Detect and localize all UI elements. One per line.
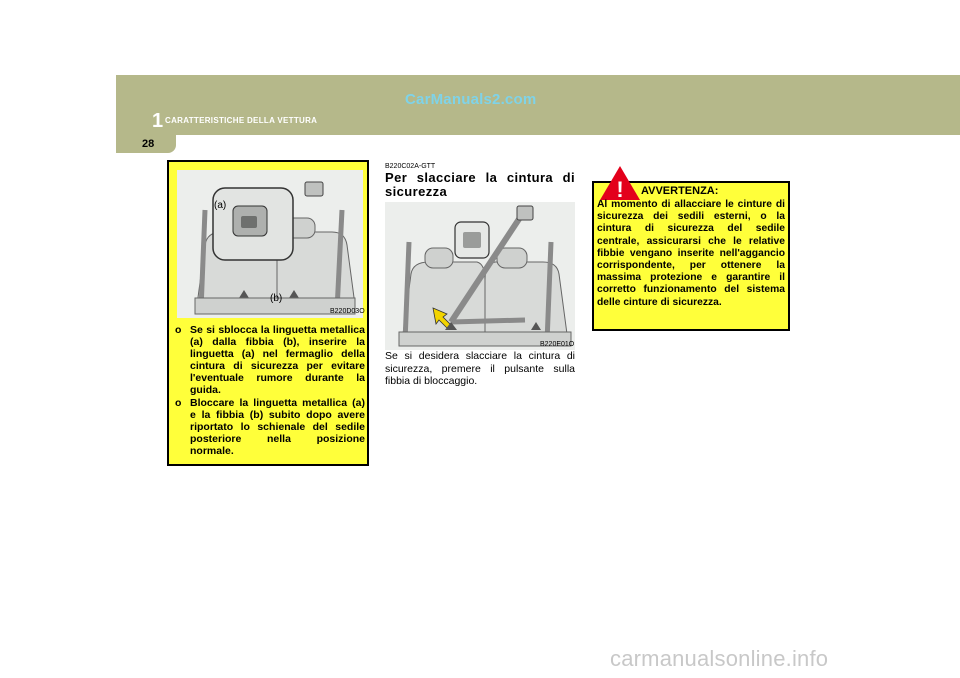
seat-belt-buckle-icon	[385, 202, 575, 350]
header-band	[116, 75, 960, 135]
warning-title: AVVERTENZA:	[641, 185, 719, 197]
watermark-link[interactable]: CarManuals2.com	[405, 91, 537, 108]
svg-text:!: !	[616, 177, 624, 202]
warning-text: Al momento di allacciare le cinture di sicurezza dei sedili esterni, o la cintura di sicurezza del sedile centrale, assicurarsi che le relative fibbie vengano inserite nell'aggancio corrispondente, per ottenere la massima protezione e garantire il corretto funzionamento del sistema delle cinture di sicurezza.	[597, 199, 785, 308]
list-item: o Bloccare la linguetta metallica (a) e la fibbia (b) subito dopo avere riportato lo schienale del sedile posteriore nella posizione normale.	[175, 397, 365, 457]
warning-triangle-icon	[598, 164, 642, 202]
instruction-list	[175, 324, 365, 458]
section-code: B220C02A-GTT	[385, 163, 436, 170]
seat-belt-illustration-middle	[385, 202, 575, 350]
label-b: (b)	[270, 293, 283, 304]
section-heading: Per slacciare la cintura di sicurezza	[385, 170, 575, 199]
image-code-middle: B220E01O	[540, 341, 575, 348]
chapter-title: CARATTERISTICHE DELLA VETTURA	[165, 116, 318, 125]
list-item: o Se si sblocca la linguetta metallica (a) dalla fibbia (b), inserire la linguetta (a) nel fermaglio della cintura di sicurezza per evitare l'eventuale rumore durante la guida.	[175, 324, 365, 396]
footer-watermark: carmanualsonline.info	[610, 646, 829, 671]
label-a: (a)	[214, 200, 227, 211]
page-number: 28	[142, 138, 155, 150]
chapter-number: 1	[152, 110, 164, 132]
image-code-left: B220D03O	[330, 308, 365, 315]
instruction-text: Se si desidera slacciare la cintura di sicurezza, premere il pulsante sulla fibbia di bloccaggio.	[385, 350, 575, 387]
